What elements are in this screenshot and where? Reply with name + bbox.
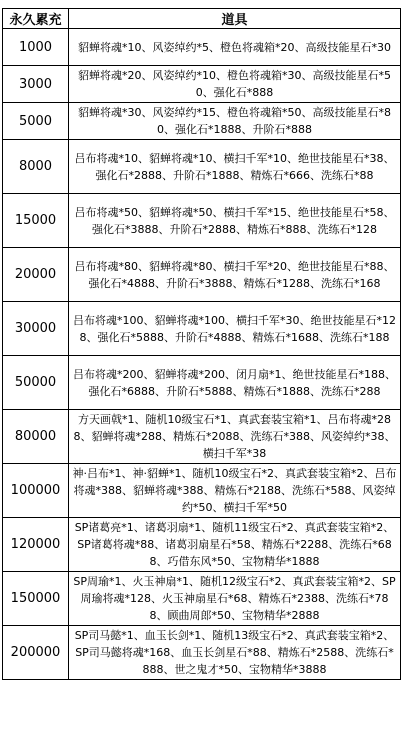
- reward-items-cell: 貂蝉将魂*10、风姿绰约*5、橙色将魂箱*20、高级技能星石*30: [69, 29, 401, 66]
- recharge-amount-cell: 8000: [3, 140, 69, 194]
- reward-items-cell: 吕布将魂*80、貂蝉将魂*80、横扫千军*20、绝世技能星石*88、强化石*4888、升阶石*3888、精炼石*1288、洗练石*168: [69, 248, 401, 302]
- recharge-amount-cell: 50000: [3, 356, 69, 410]
- recharge-reward-table: [2, 8, 401, 680]
- recharge-amount-cell: 120000: [3, 518, 69, 572]
- table-row: [3, 464, 401, 518]
- recharge-amount-cell: 5000: [3, 103, 69, 140]
- table-row: [3, 626, 401, 680]
- table-body: [3, 29, 401, 680]
- reward-items-cell: 貂蝉将魂*30、风姿绰约*15、橙色将魂箱*50、高级技能星石*80、强化石*1888、升阶石*888: [69, 103, 401, 140]
- table-row: [3, 194, 401, 248]
- table-row: [3, 29, 401, 66]
- reward-items-cell: 吕布将魂*10、貂蝉将魂*10、横扫千军*10、绝世技能星石*38、强化石*2888、升阶石*1888、精炼石*666、洗练石*88: [69, 140, 401, 194]
- recharge-amount-cell: 20000: [3, 248, 69, 302]
- recharge-amount-cell: 100000: [3, 464, 69, 518]
- table-row: [3, 410, 401, 464]
- recharge-amount-cell: 80000: [3, 410, 69, 464]
- recharge-amount-cell: 3000: [3, 66, 69, 103]
- reward-items-cell: 神·吕布*1、神·貂蝉*1、随机10级宝石*2、真武套装宝箱*2、吕布将魂*388、貂蝉将魂*388、精炼石*2188、洗练石*588、风姿绰约*50、横扫千军*50: [69, 464, 401, 518]
- recharge-amount-cell: 150000: [3, 572, 69, 626]
- reward-items-cell: SP司马懿*1、血玉长剑*1、随机13级宝石*2、真武套装宝箱*2、SP司马懿将魂*168、血玉长剑星石*88、精炼石*2588、洗练石*888、世之鬼才*50、宝物精华*3888: [69, 626, 401, 680]
- table-row: [3, 140, 401, 194]
- reward-items-cell: 貂蝉将魂*20、风姿绰约*10、橙色将魂箱*30、高级技能星石*50、强化石*888: [69, 66, 401, 103]
- reward-items-cell: 方天画戟*1、随机10级宝石*1、真武套装宝箱*1、吕布将魂*288、貂蝉将魂*288、精炼石*2088、洗练石*388、风姿绰约*38、横扫千军*38: [69, 410, 401, 464]
- table-header-row: [3, 9, 401, 29]
- recharge-amount-cell: 15000: [3, 194, 69, 248]
- reward-items-cell: SP诸葛亮*1、诸葛羽扇*1、随机11级宝石*2、真武套装宝箱*2、SP诸葛将魂*88、诸葛羽扇星石*58、精炼石*2288、洗练石*688、巧借东风*50、宝物精华*1888: [69, 518, 401, 572]
- header-cumulative-recharge: 永久累充: [3, 9, 69, 29]
- table-row: [3, 302, 401, 356]
- table-row: [3, 572, 401, 626]
- reward-items-cell: 吕布将魂*50、貂蝉将魂*50、横扫千军*15、绝世技能星石*58、强化石*3888、升阶石*2888、精炼石*888、洗练石*128: [69, 194, 401, 248]
- table-row: [3, 103, 401, 140]
- recharge-amount-cell: 30000: [3, 302, 69, 356]
- table-row: [3, 248, 401, 302]
- reward-items-cell: 吕布将魂*100、貂蝉将魂*100、横扫千军*30、绝世技能星石*128、强化石*5888、升阶石*4888、精炼石*1688、洗练石*188: [69, 302, 401, 356]
- reward-items-cell: SP周瑜*1、火玉神扇*1、随机12级宝石*2、真武套装宝箱*2、SP周瑜将魂*128、火玉神扇星石*68、精炼石*2388、洗练石*788、顾曲周郎*50、宝物精华*2888: [69, 572, 401, 626]
- table-row: [3, 66, 401, 103]
- reward-items-cell: 吕布将魂*200、貂蝉将魂*200、闭月扇*1、绝世技能星石*188、强化石*6888、升阶石*5888、精炼石*1888、洗练石*288: [69, 356, 401, 410]
- header-items: 道具: [69, 9, 401, 29]
- recharge-amount-cell: 200000: [3, 626, 69, 680]
- table-row: [3, 356, 401, 410]
- table-row: [3, 518, 401, 572]
- recharge-amount-cell: 1000: [3, 29, 69, 66]
